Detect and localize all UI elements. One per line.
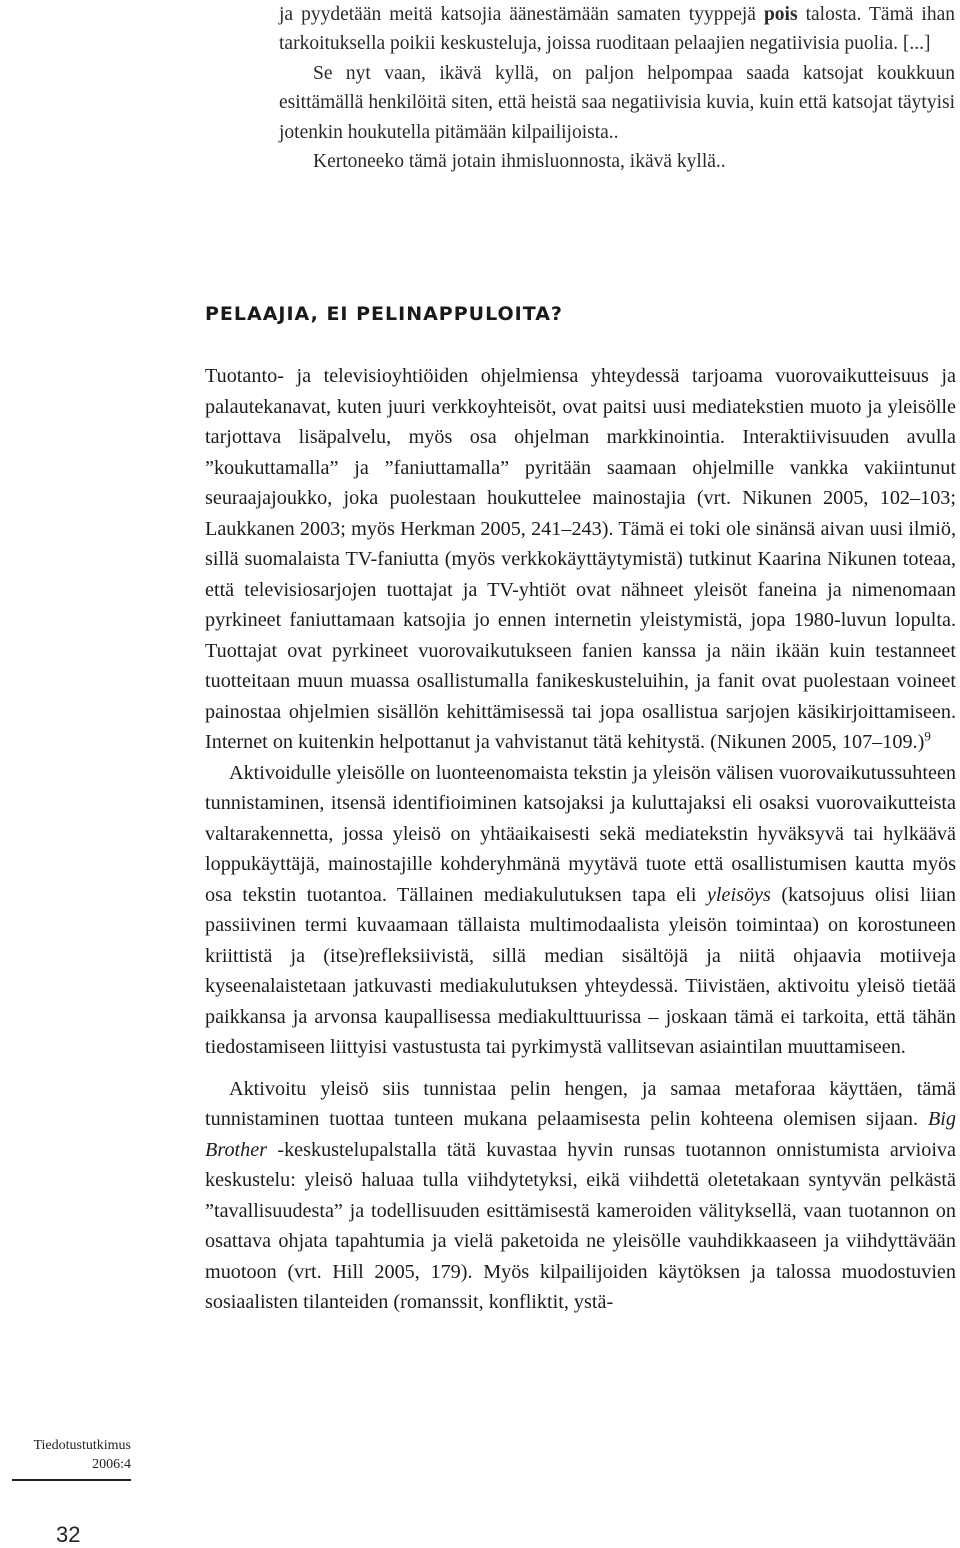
body-paragraph-3: Aktivoitu yleisö siis tunnistaa pelin hengen, ja samaa metaforaa käyttäen, tämä tunnistaminen tuottaa tunteen mukana pelaamisesta pelin kohteena olemisen sijaan. Big Brother -keskustelupalstalla tätä kuvastaa hyvin runsas tuotannon onnistumista arvioiva keskustelu: yleisö haluaa tulla viihdytetyksi, eikä viihdettä oletetakaan syntyvän pelkästä ”tavallisuudesta” ja todellisuuden esittämisestä kameroiden välityksellä, vaan tuotannon on osattava ohjata tapahtumia ja vielä paketoida ne yleisölle vauhdikkaaseen ja viihdyttävään muotoon (vrt. Hill 2005, 179). Myös kilpailijoiden käytöksen ja talossa muodostuvien sosiaalisten tilanteiden (romanssit, konfliktit, ystä- xyxy=(205,1077,956,1313)
quote-paragraph-2: Se nyt vaan, ikävä kyllä, on paljon helpompaa saada katsojat koukkuun esittämällä henkilöitä siten, että heistä saa negatiivisia kuvia, kuin että katsojat täytyisi jotenkin houkutella pitämään kilpailijoista.. xyxy=(279,62,955,143)
page-number: 32 xyxy=(56,1522,81,1547)
quote-paragraph-1: ja pyydetään meitä katsojia äänestämään samaten tyyppejä pois talosta. Tämä ihan tarkoituksella poikii keskusteluja, joissa ruoditaan pelaajien negatiivisia puolia. [...] xyxy=(279,4,956,55)
journal-issue: 2006:4 xyxy=(92,1457,131,1472)
journal-label xyxy=(0,1436,131,1481)
body-text xyxy=(205,361,956,1318)
quote-paragraph-3: Kertoneeko tämä jotain ihmisluonnosta, ikävä kyllä.. xyxy=(313,151,726,173)
body-paragraph-2: Aktivoidulle yleisölle on luonteenomaista tekstin ja yleisön välisen vuorovaikutussuhteen tunnistaminen, itsensä identifioiminen katsojaksi ja kuluttajaksi eli osaksi vuorovaikutteista valtarakennetta, jossa yleisö on yhtäaikaisesti sekä mediatekstin hyväksyvä tai hylkäävä loppukäyttäjä, mainostajille kohderyhmänä myytävä tuote että osallistumisen kautta myös osa tekstin tuotantoa. Tällainen mediakulutuksen tapa eli yleisöys (katsojuus olisi liian passiivinen termi kuvaamaan tällaista multimodaalista yleisön toimintaa) on korostuneen kriittistä ja (itse)refleksiivistä, sillä median sisältöjä ja niitä ohjaavia motiiveja kyseenalaistetaan jatkuvasti mediakulutuksen yhteydessä. Tiivistäen, aktivoitu yleisö tietää paikkansa ja arvonsa kaupallisessa mediakulttuurissa – joskaan tämä ei tarkoita, että tähän tiedostamiseen liittyisi vastustusta tai pyrkimystä vallitsevan asiaintilan muuttamiseen. xyxy=(205,761,956,1058)
body-paragraph-1: Tuotanto- ja televisioyhtiöiden ohjelmiensa yhteydessä tarjoama vuorovaikutteisuus ja palautekanavat, kuten juuri verkkoyhteisöt, ovat paitsi uusi mediatekstien muoto ja yleisölle tarjottava lisäpalvelu, myös osa ohjelman markkinointia. Interaktiivisuuden avulla ”koukuttamalla” ja ”faniuttamalla” pyritään saamaan ohjelmille vankka vakiintunut seuraajajoukko, joka puolestaan houkuttelee mainostajia (vrt. Nikunen 2005, 102–103; Laukkanen 2003; myös Herkman 2005, 241–243). Tämä ei toki ole sinänsä aivan uusi ilmiö, sillä suomalaista TV-faniutta (myös verkkokäyttäytymistä) tutkinut Kaarina Nikunen toteaa, että televisiosarjojen tuottajat ja TV-yhtiöt ovat nähneet yleisöt faneina ja nimenomaan pyrkineet faniuttamaan katsojia jo ennen internetin yleistymistä, jopa 1980-luvun lopulta. Tuottajat ovat pyrkineet vuorovaikutukseen fanien kanssa ja näin ikään kuin testanneet tuotteitaan muun muassa osallistumalla fanikeskusteluihin, ja fanit ovat puolestaan voineet painostaa ohjelmien sisällön kehittämisessä tai jopa osallistua sarjojen käsikirjoittamiseen. Internet on kuitenkin helpottanut ja vahvistanut tätä kehitystä. (Nikunen 2005, 107–109.)$^9$ xyxy=(205,365,956,753)
section-heading: PELAAJIA, EI PELINAPPULOITA? xyxy=(205,303,563,325)
block-quote xyxy=(279,0,955,176)
bold-emphasis: pois xyxy=(763,4,798,25)
journal-name: Tiedotustutkimus xyxy=(33,1438,131,1453)
italic-title: Big Brother xyxy=(205,1108,956,1161)
journal-rule xyxy=(12,1479,131,1481)
footnote-ref[interactable]: 9 xyxy=(924,728,931,744)
italic-term: yleisöys xyxy=(706,883,771,906)
